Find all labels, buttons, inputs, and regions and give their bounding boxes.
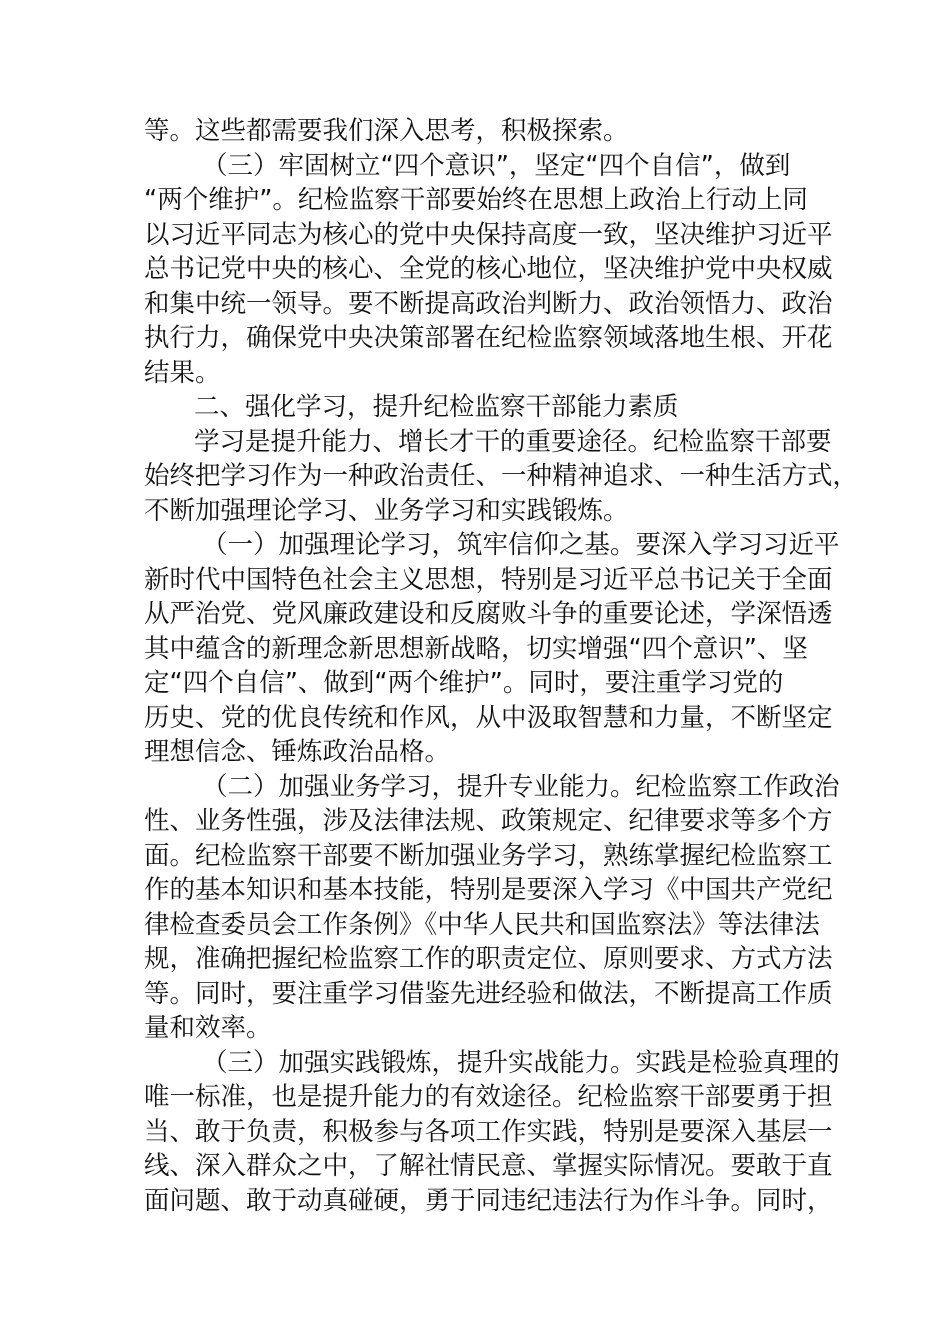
text-line: 唯一标准，也是提升能力的有效途径。纪检监察干部要勇于担	[144, 1082, 833, 1112]
section-heading: （三）牢固树立“四个意识”，坚定“四个自信”，做到	[202, 150, 791, 181]
text-line: 和集中统一领导。要不断提高政治判断力、政治领悟力、政治	[144, 288, 833, 319]
text-line: 定“四个自信”、做到“两个维护”。同时，要注重学习党的	[144, 668, 784, 698]
text-line: 性、业务性强，涉及法律法规、政策规定、纪律要求等多个方	[144, 806, 833, 836]
document-body	[144, 114, 859, 1218]
text-line: “两个维护”。纪检监察干部要始终在思想上政治上行动上同	[144, 185, 808, 215]
chapter-heading: 二、强化学习，提升纪检监察干部能力素质	[194, 392, 679, 422]
text-line: 历史、党的优良传统和作风，从中汲取智慧和力量，不断坚定	[144, 702, 833, 733]
text-line: 面问题、敢于动真碰硬，勇于同违纪违法行为作斗争。同时，	[144, 1185, 833, 1216]
section-heading: （三）加强实践锻炼，提升实战能力。实践是检验真理的	[202, 1047, 840, 1078]
text-line: 学习是提升能力、增长才干的重要途径。纪检监察干部要	[194, 426, 832, 457]
text-line: 理想信念、锤炼政治品格。	[144, 737, 451, 767]
text-line: 等。同时，要注重学习借鉴先进经验和做法，不断提高工作质	[144, 978, 833, 1009]
text-line: 面。纪检监察干部要不断加强业务学习，熟练掌握纪检监察工	[144, 840, 833, 871]
text-line: 量和效率。	[144, 1013, 272, 1043]
text-line: 律检查委员会工作条例》《中华人民共和国监察法》等法律法	[144, 909, 820, 940]
text-line: 线、深入群众之中，了解社情民意、掌握实际情况。要敢于直	[144, 1151, 833, 1181]
text-line: 总书记党中央的核心、全党的核心地位，坚决维护党中央权威	[144, 254, 833, 284]
text-line: 结果。	[144, 357, 221, 388]
text-line: 始终把学习作为一种政治责任、一种精神追求、一种生活方式，	[144, 461, 859, 491]
text-line: 作的基本知识和基本技能，特别是要深入学习《中国共产党纪	[144, 875, 833, 905]
text-line: 其中蕴含的新理念新思想新战略，切实增强“四个意识”、坚	[144, 633, 808, 664]
text-line: 以习近平同志为核心的党中央保持高度一致，坚决维护习近平	[144, 219, 833, 250]
text-line: 当、敢于负责，积极参与各项工作实践，特别是要深入基层一	[144, 1116, 833, 1147]
section-heading: （二）加强业务学习，提升专业能力。纪检监察工作政治	[202, 771, 840, 802]
text-line: 执行力，确保党中央决策部署在纪检监察领域落地生根、开花	[144, 323, 833, 353]
text-line: 新时代中国特色社会主义思想，特别是习近平总书记关于全面	[144, 564, 833, 595]
text-line: 从严治党、党风廉政建设和反腐败斗争的重要论述，学深悟透	[144, 599, 833, 629]
section-heading: （一）加强理论学习，筑牢信仰之基。要深入学习习近平	[202, 530, 840, 560]
text-line: 等。这些都需要我们深入思考，积极探索。	[144, 116, 629, 146]
text-line: 规，准确把握纪检监察工作的职责定位、原则要求、方式方法	[144, 944, 833, 974]
text-line: 不断加强理论学习、业务学习和实践锻炼。	[144, 495, 629, 526]
